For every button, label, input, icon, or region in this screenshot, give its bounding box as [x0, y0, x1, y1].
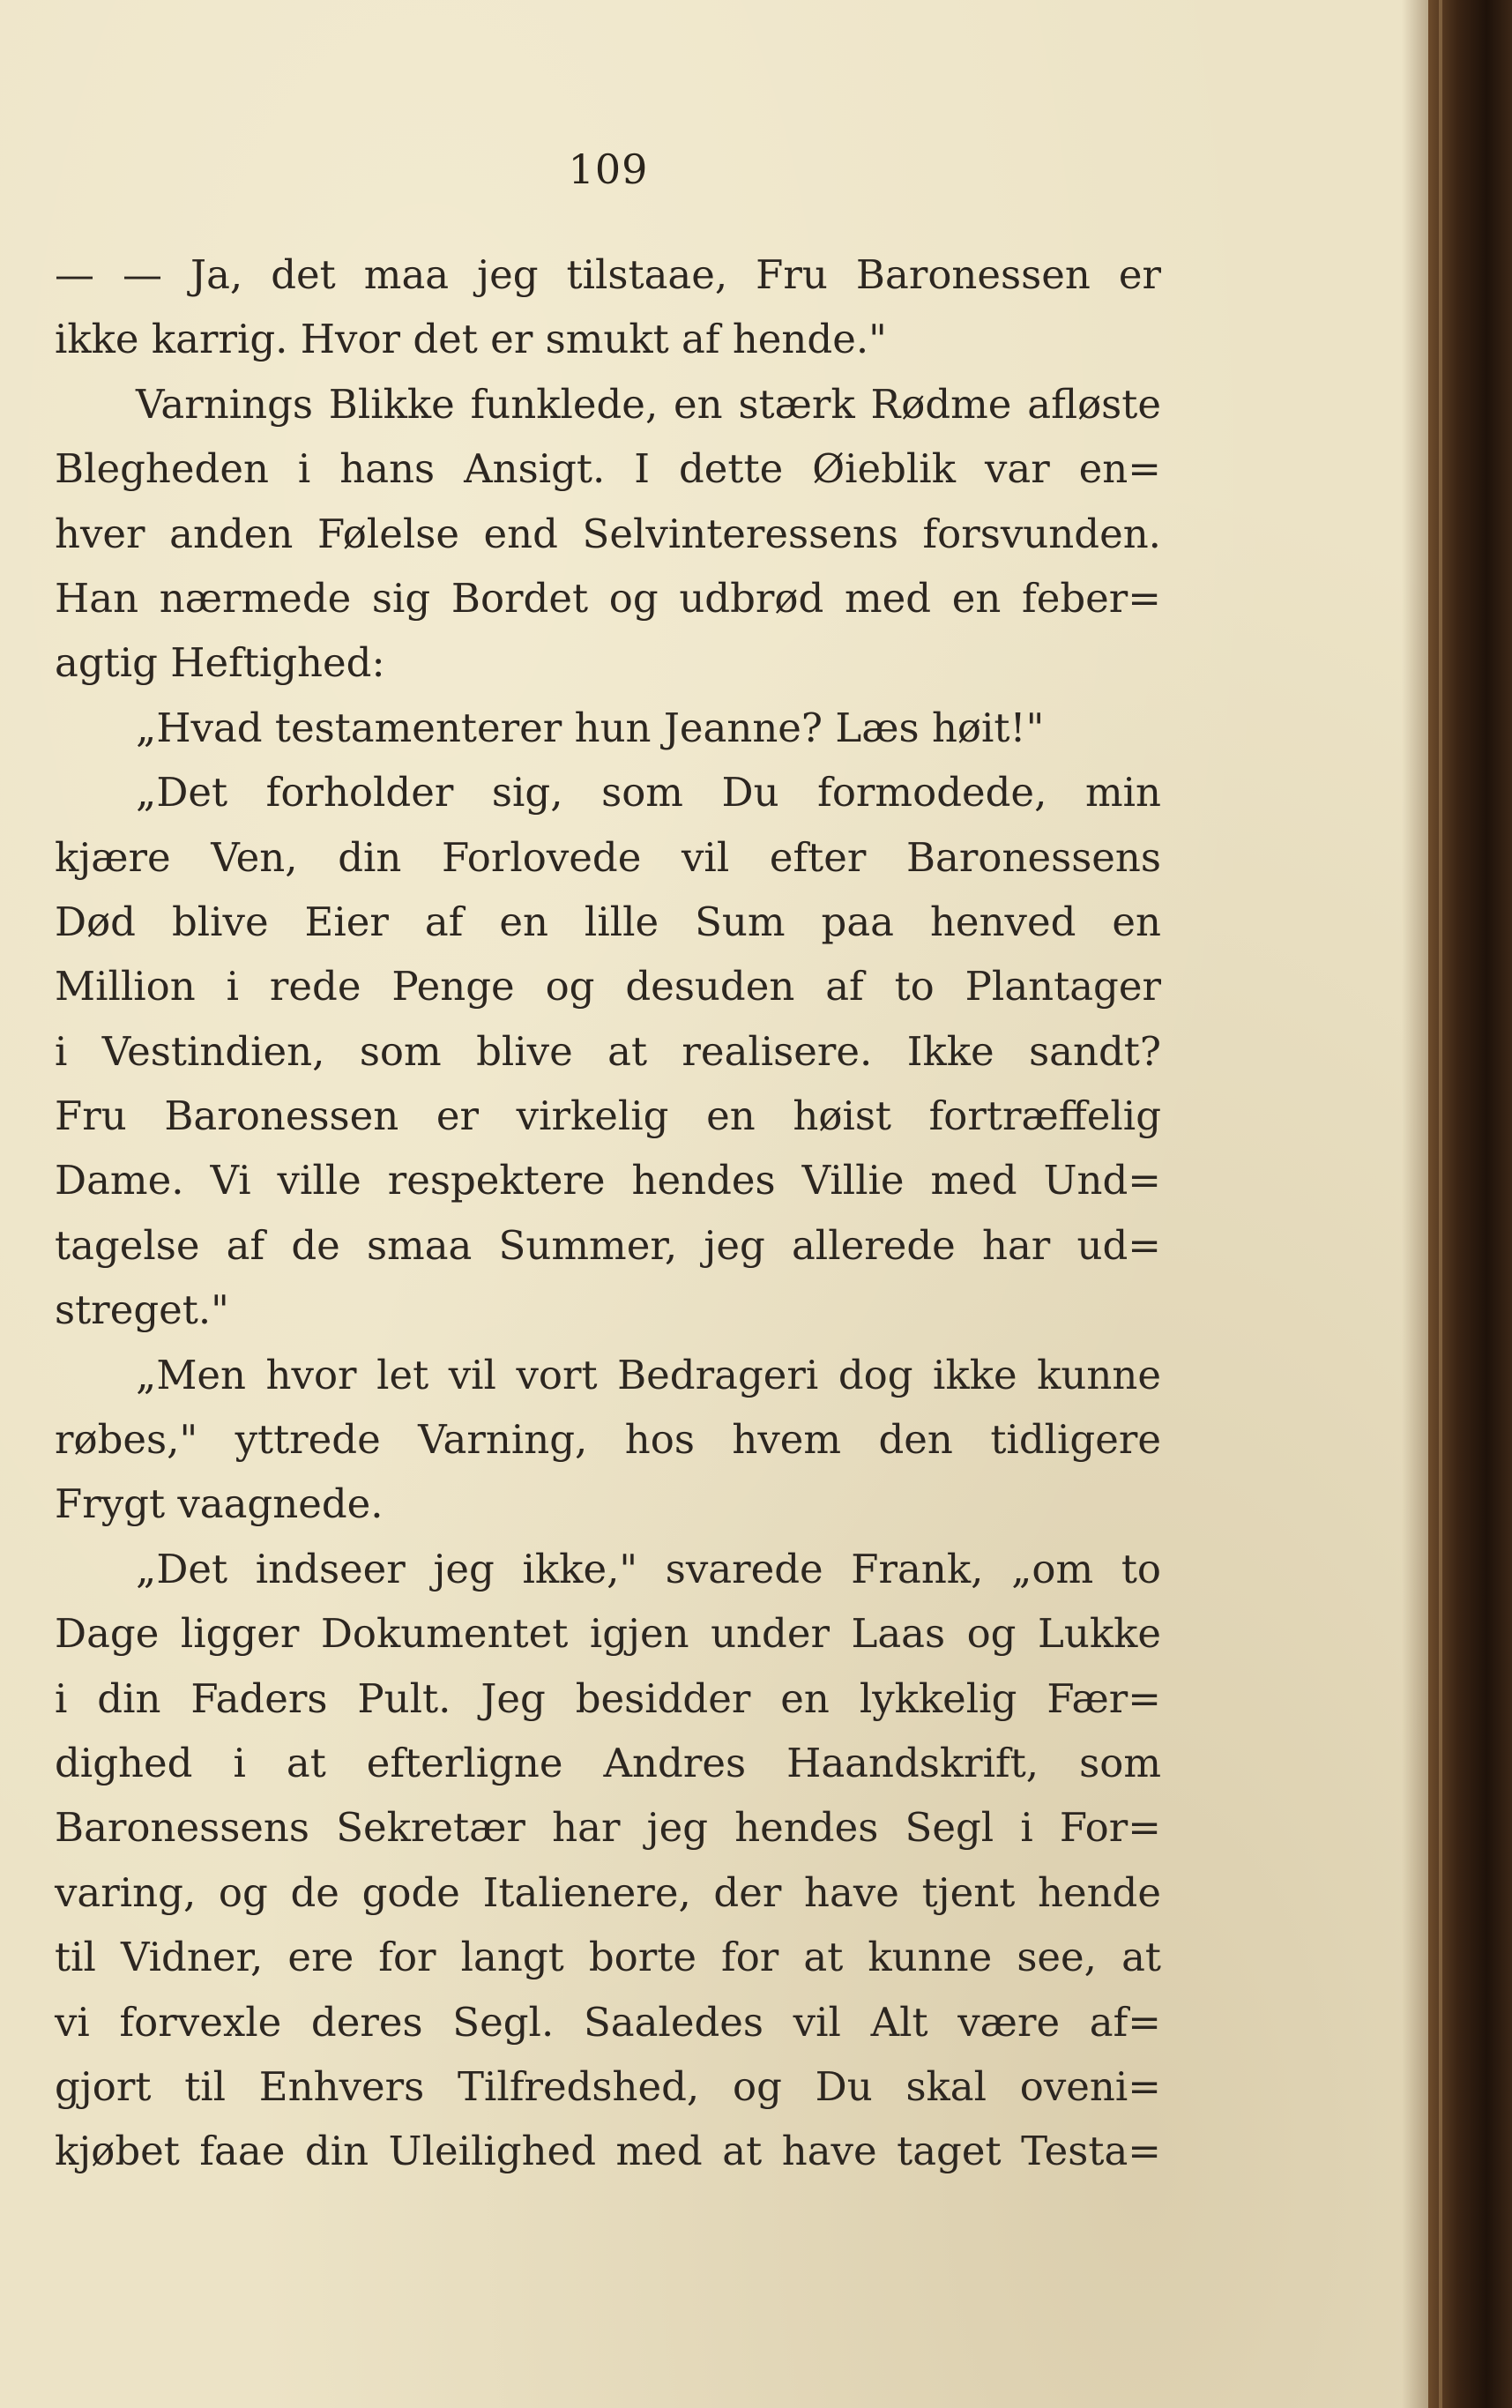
text-line: Blegheden i hans Ansigt. I dette Øieblik var en=: [55, 445, 1161, 493]
text-line: dighed i at efterligne Andres Haandskrift, som: [55, 1739, 1161, 1786]
text-line: kjære Ven, din Forlovede vil efter Baronessens: [55, 833, 1161, 881]
text-line: i din Faders Pult. Jeg besidder en lykkelig Fær=: [55, 1674, 1161, 1722]
text-line: „Det forholder sig, som Du formodede, min: [136, 769, 1161, 816]
text-line: streget.": [55, 1286, 229, 1334]
text-line: Frygt vaagnede.: [55, 1480, 384, 1528]
page-number: 109: [568, 145, 649, 193]
text-line: Varnings Blikke funklede, en stærk Rødme afløste: [136, 380, 1161, 428]
text-line: „Det indseer jeg ikke," svarede Frank, „om to: [136, 1545, 1161, 1592]
body-text: [55, 242, 1161, 2184]
text-line: „Men hvor let vil vort Bedrageri dog ikke kunne: [136, 1351, 1161, 1398]
text-line: Baronessens Sekretær har jeg hendes Segl i For=: [55, 1804, 1161, 1852]
text-line: Død blive Eier af en lille Sum paa henved en: [55, 898, 1161, 945]
text-line: gjort til Enhvers Tilfredshed, og Du skal oveni=: [55, 2062, 1161, 2110]
text-line: røbes," yttrede Varning, hos hvem den tidligere: [55, 1416, 1161, 1464]
text-line: agtig Heftighed:: [55, 639, 385, 687]
text-line: tagelse af de smaa Summer, jeg allerede har ud=: [55, 1221, 1161, 1269]
text-line: Dame. Vi ville respektere hendes Villie med Und=: [55, 1157, 1161, 1204]
text-line: Fru Baronessen er virkelig en høist fortræffelig: [55, 1092, 1161, 1140]
text-line: — — Ja, det maa jeg tilstaae, Fru Baronessen er: [55, 251, 1161, 298]
text-line: i Vestindien, som blive at realisere. Ikke sandt?: [55, 1027, 1161, 1075]
text-line: Dage ligger Dokumentet igjen under Laas og Lukke: [55, 1610, 1161, 1658]
text-line: varing, og de gode Italienere, der have tjent hende: [55, 1868, 1161, 1916]
text-line: vi forvexle deres Segl. Saaledes vil Alt være af=: [55, 1998, 1161, 2046]
page-edge-shadow: [1402, 0, 1428, 2408]
text-line: Han nærmede sig Bordet og udbrød med en feber=: [55, 574, 1161, 622]
text-line: til Vidner, ere for langt borte for at kunne see, at: [55, 1934, 1161, 1981]
text-line: „Hvad testamenterer hun Jeanne? Læs høit!": [136, 704, 1045, 751]
text-line: hver anden Følelse end Selvinteressens forsvunden.: [55, 510, 1161, 557]
text-line: Million i rede Penge og desuden af to Plantager: [55, 963, 1161, 1010]
spine-stripe: [1439, 0, 1442, 2408]
text-line: ikke karrig. Hvor det er smukt af hende.": [55, 316, 887, 363]
text-line: kjøbet faae din Uleilighed med at have taget Testa=: [55, 2128, 1161, 2175]
